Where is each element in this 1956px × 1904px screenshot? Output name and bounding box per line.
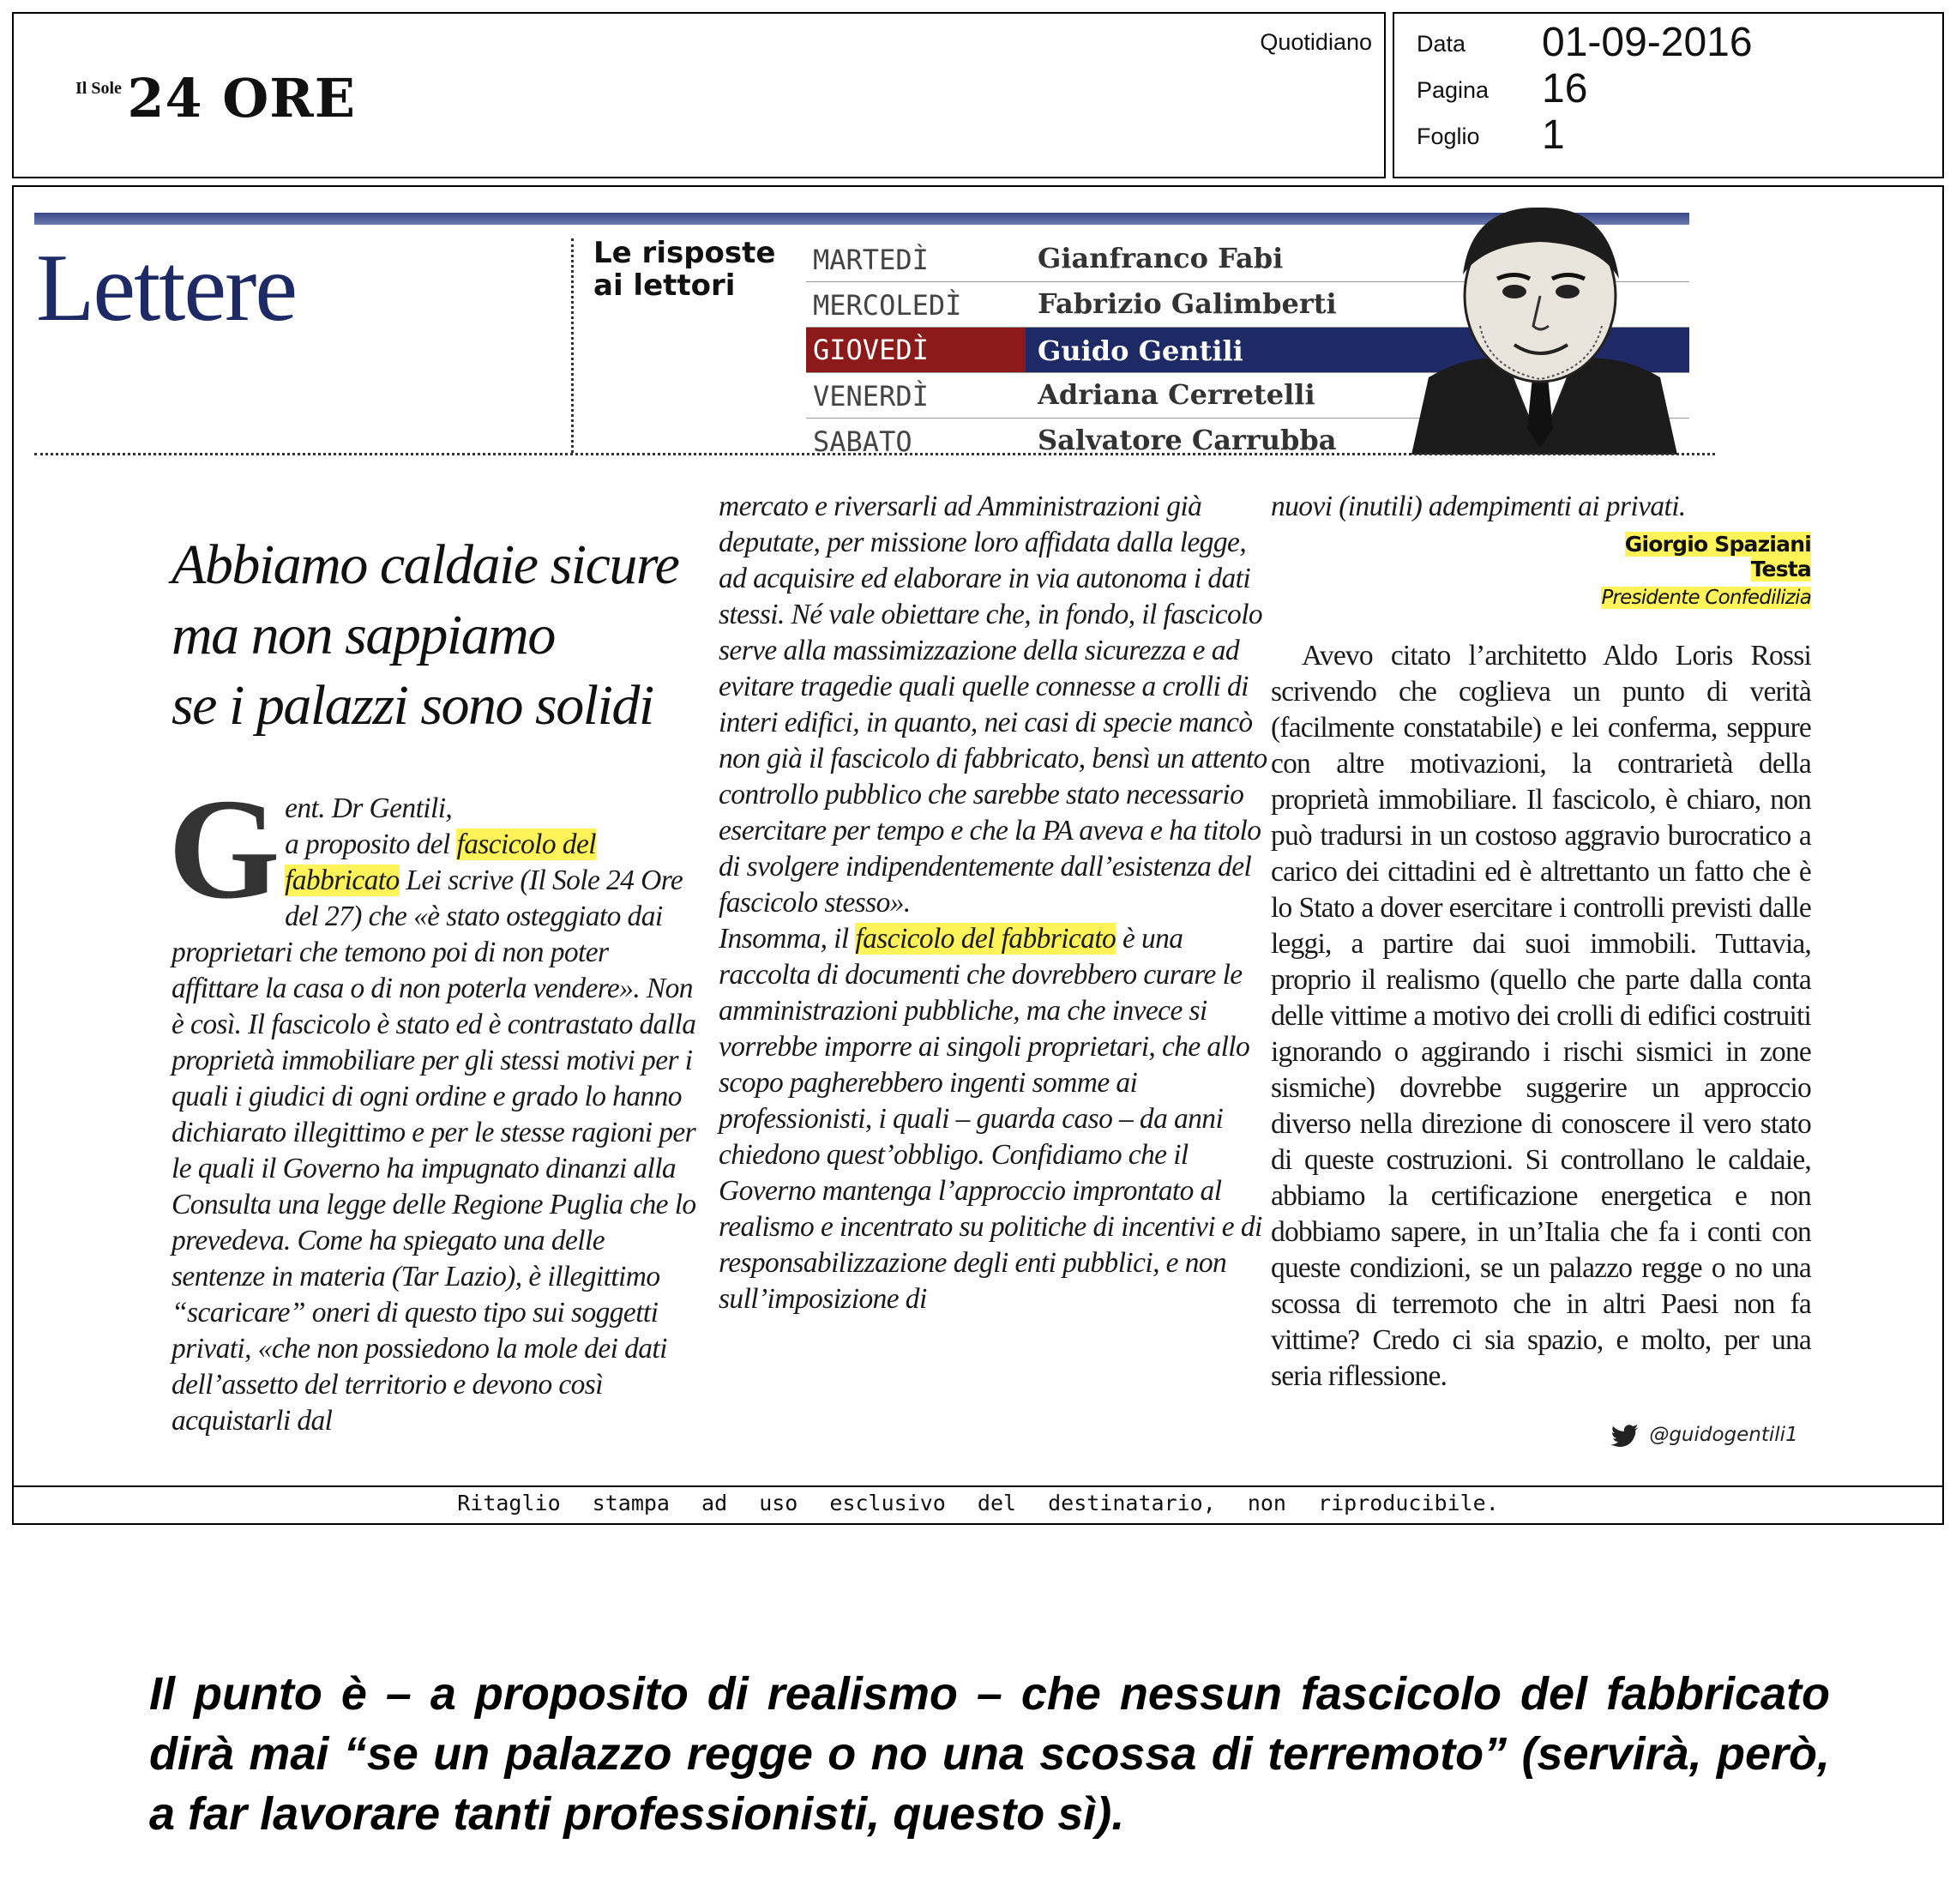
section-divider-vertical (571, 238, 574, 453)
meta-value-page: 16 (1542, 66, 1588, 111)
letter-column-1 (168, 769, 700, 1439)
letter-column-2 (719, 489, 1267, 1317)
headline-line: se i palazzi sono solidi (172, 674, 653, 737)
headline-line: ma non sappiamo (172, 604, 555, 666)
schedule-columnist: Guido Gentili (1038, 334, 1243, 367)
letter-text: Lei scrive (Il Sole 24 Ore del 27) che «è stato osteggiato dai proprietari che temono poi di non poter affittare la casa o di non poterla vendere». Non è così. Il fascicolo è stato ed è contrastato dalla proprietà immobiliare per gli stessi motivi per i quali i giudici di ogni ordine e grado lo hanno dichiarato illegittimo e per le stesse ragioni per le quali il Governo ha impugnato dinanzi alla Consulta una legge delle Regione Puglia che lo prevedeva. Come ha spiegato una delle sentenze in materia (Tar Lazio), è illegittimo “scaricare” oneri di questo tipo sui soggetti privati, «che non possiedono la mole dei dati dell’assetto del territorio e devono così acquistarli dal (172, 865, 696, 1437)
schedule-day: SABATO (813, 425, 912, 458)
dropcap-letter: G (168, 769, 280, 929)
schedule-columnist: Fabrizio Galimberti (1038, 287, 1337, 320)
meta-label-page: Pagina (1417, 77, 1490, 103)
highlighted-phrase: fascicolo del fabbricato (285, 828, 596, 896)
letter-text: è una raccolta di documenti che dovrebbero curare le amministrazioni pubbliche, ma che invece si vorrebbe imporre ai singoli proprietari, che allo scopo pagherebbero ingenti somme ai professionisti, i quali – guarda caso – da anni chiedono quest’obbligo. Confidiamo che il Governo mantenga l’approccio improntato al realismo e incentrato su politiche di incentivi e di responsabilizzazione degli enti pubblici, e non sull’imposizione di (719, 923, 1262, 1315)
schedule-columnist: Gianfranco Fabi (1038, 242, 1284, 274)
section-divider-horizontal (34, 453, 1715, 455)
editor-reply (1271, 638, 1811, 1395)
schedule-columnist: Salvatore Carrubba (1038, 424, 1337, 456)
twitter-bird-icon (1610, 1425, 1640, 1447)
meta-label-sheet: Foglio (1417, 124, 1480, 149)
letter-text: a proposito del (285, 828, 457, 860)
section-subtitle-line1: Le risposte (593, 236, 776, 270)
meta-value-date: 01-09-2016 (1542, 20, 1753, 65)
twitter-handle-text: @guidogentili1 (1649, 1424, 1798, 1446)
signature-role: Presidente Confedilizia (1601, 587, 1811, 609)
letter-column-3 (1271, 489, 1811, 525)
signature-name: Giorgio Spaziani Testa (1624, 532, 1811, 581)
columnist-portrait-image (1377, 197, 1703, 455)
logo-big-text: 24 ORE (127, 67, 357, 130)
meta-value-sheet: 1 (1542, 112, 1565, 158)
letter-signature (1580, 532, 1811, 609)
newspaper-logo (75, 67, 356, 130)
letter-salutation: ent. Dr Gentili, (285, 792, 453, 824)
letter-text: mercato e riversarli ad Amministrazioni già deputate, per missione loro affidata dalla legge, ad acquisire ed elaborare in via autonoma i dati stessi. Né vale obiettare che, in fondo, il fascicolo serve alla massimizzazione della sicurezza e ad evitare tragedie quali quelle connesse a crolli di interi edifici, in quanto, nei casi di specie mancò non già il fascicolo di fabbricato, bensì un attento controllo pubblico che sarebbe stato necessario esercitare per tempo e che la PA aveva e ha titolo di svolgere indipendentemente dall’esistenza del fascicolo stesso». (719, 491, 1267, 919)
publication-type: Quotidiano (1260, 29, 1372, 55)
schedule-day: MERCOLEDÌ (813, 289, 962, 322)
highlighted-phrase: fascicolo del fabbricato (855, 923, 1116, 955)
headline-line: Abbiamo caldaie sicure (172, 533, 679, 596)
newspaper-clipping (12, 185, 1944, 1487)
reply-text: Avevo citato l’architetto Aldo Loris Rossi scrivendo che coglieva un punto di verità (facilmente constatabile) e lei conferma, seppure con altre motivazioni, la contrarietà della proprietà immobiliare. Il fascicolo, è chiaro, non può tradursi in un costoso aggravio burocratico a carico dei cittadini ed è altrettanto un fatto che è lo Stato a dover esercitare i controlli previsti dalle leggi, a partire dai suoi immobili. Tuttavia, proprio il realismo (quello che parte dalla conta delle vittime a motivo dei crolli di edifici costruiti ignorando o aggirando i rischi sismici in zone sismiche) dovrebbe suggerire un approccio diverso nella direzione di conoscere il vero stato di queste costruzioni. Si controllano le caldaie, abbiamo la certificazione energetica e non dobbiamo sapere, in un’Italia che fa i conti con queste condizioni, se un palazzo regge o no una scossa di terremoto che in altri Paesi non fa vittime? Credo ci sia spazio, e molto, per una seria riflessione. (1271, 640, 1811, 1392)
section-subtitle-line2: ai lettori (593, 268, 736, 303)
header-meta-box (1393, 12, 1944, 178)
logo-small-text: Il Sole (75, 79, 122, 98)
schedule-day: VENERDÌ (813, 380, 929, 413)
schedule-columnist: Adriana Cerretelli (1038, 378, 1315, 411)
schedule-day: MARTEDÌ (813, 244, 929, 276)
section-subtitle (593, 237, 775, 302)
schedule-day: GIOVEDÌ (806, 328, 1026, 372)
meta-label-date: Data (1417, 31, 1466, 57)
article-headline (172, 530, 720, 741)
letter-text: nuovi (inutili) adempimenti ai privati. (1271, 491, 1686, 522)
letter-text: Insomma, il (719, 923, 856, 955)
twitter-handle (1610, 1424, 1798, 1447)
header-publication-box (12, 12, 1386, 178)
section-title: Lettere (36, 235, 297, 341)
clipping-notice-text: Ritaglio stampa ad uso esclusivo del destinatario, non riproducibile. (457, 1491, 1499, 1515)
commentary-text: Il punto è – a proposito di realismo – che nessun fascicolo del fabbricato dirà mai “se un palazzo regge o no una scossa di terremoto” (servirà, però, a far lavorare tanti professionisti, questo sì). (149, 1668, 1830, 1840)
clipping-notice-strip (12, 1487, 1944, 1525)
